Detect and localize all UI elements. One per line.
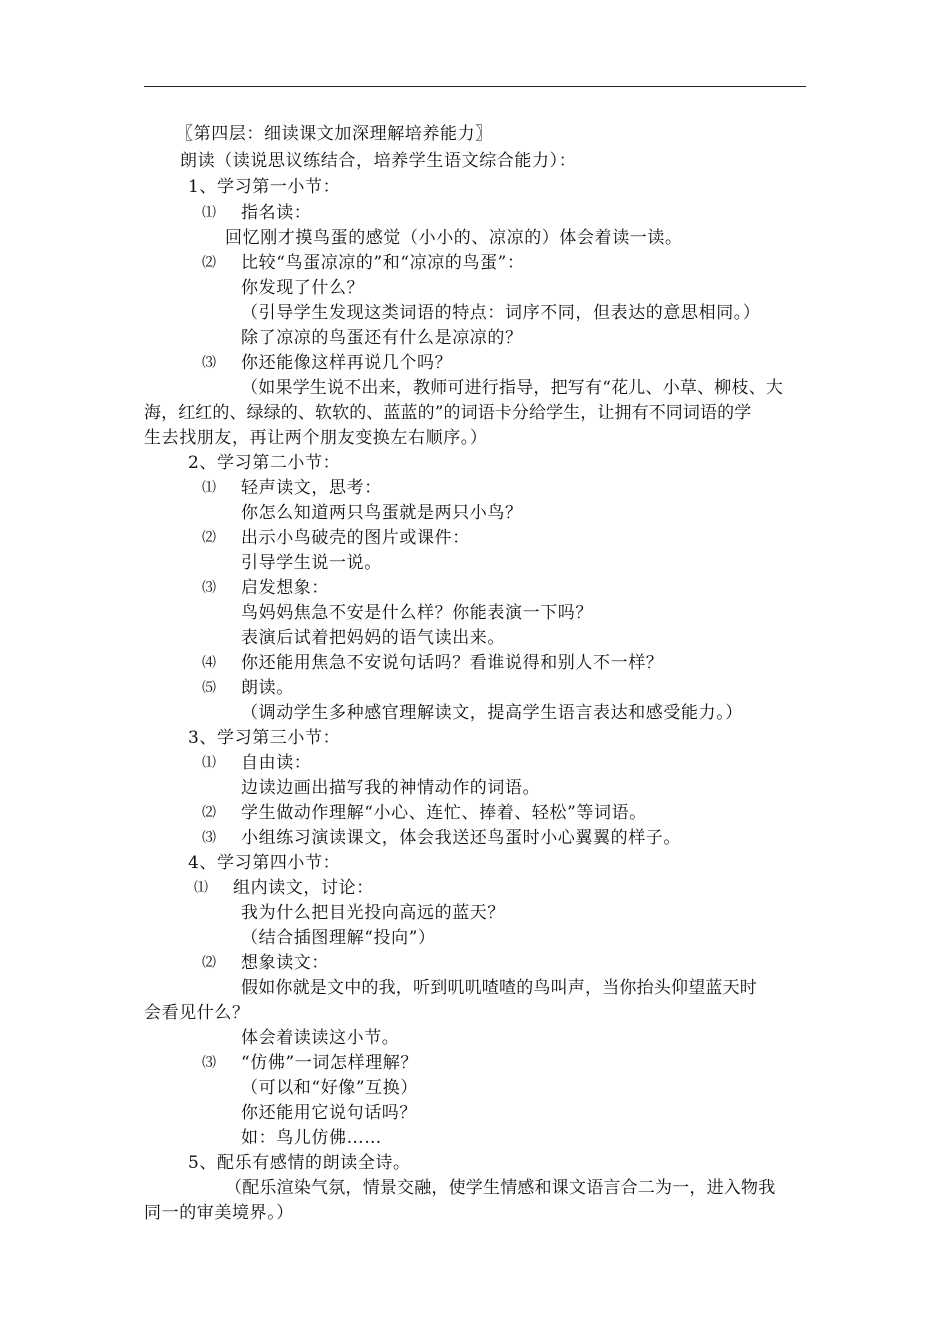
- s1-title: 1、学习第一小节：: [188, 177, 341, 197]
- s1-t2: 比较“鸟蛋凉凉的”和“凉凉的鸟蛋”：: [241, 253, 525, 273]
- s4-t3a: （可以和“好像”互换）: [241, 1078, 418, 1098]
- s4-t1: 组内读文，讨论：: [233, 878, 374, 898]
- s4-title: 4、学习第四小节：: [188, 853, 341, 873]
- s2-n5: ⑸: [202, 680, 216, 696]
- s1-t1: 指名读：: [241, 203, 312, 223]
- s1-t2a: 你发现了什么？: [241, 278, 365, 298]
- s1-t3b: 海，红红的、绿绿的、软软的、蓝蓝的”的词语卡分给学生，让拥有不同词语的学: [144, 403, 752, 423]
- s2-t4: 你还能用焦急不安说句话吗？看谁说得和别人不一样？: [241, 653, 664, 673]
- s2-n3: ⑶: [202, 580, 216, 596]
- s2-title: 2、学习第二小节：: [188, 453, 341, 473]
- section-heading: 〖第四层：细读课文加深理解培养能力〗: [176, 124, 493, 144]
- s4-t1a: 我为什么把目光投向高远的蓝天？: [241, 903, 505, 923]
- s1-t2b: （引导学生发现这类词语的特点：词序不同，但表达的意思相同。）: [241, 303, 761, 323]
- s2-t3a: 鸟妈妈焦急不安是什么样？你能表演一下吗？: [241, 603, 593, 623]
- s2-t3: 启发想象：: [241, 578, 329, 598]
- s4-t3b: 你还能用它说句话吗？: [241, 1103, 417, 1123]
- s2-n1: ⑴: [202, 480, 216, 496]
- s3-t1: 自由读：: [241, 753, 312, 773]
- s2-t2: 出示小鸟破壳的图片或课件：: [241, 528, 470, 548]
- s2-t1: 轻声读文，思考：: [241, 478, 382, 498]
- s3-t3: 小组练习演读课文，体会我送还鸟蛋时小心翼翼的样子。: [241, 828, 681, 848]
- s1-n2: ⑵: [202, 255, 216, 271]
- s3-n1: ⑴: [202, 755, 216, 771]
- s5-t1: （配乐渲染气氛，情景交融，使学生情感和课文语言合二为一，进入物我: [225, 1178, 776, 1198]
- s1-n3: ⑶: [202, 355, 216, 371]
- s4-t2c: 体会着读读这小节。: [241, 1028, 400, 1048]
- s5-title: 5、配乐有感情的朗读全诗。: [188, 1153, 411, 1173]
- s4-n2: ⑵: [202, 955, 216, 971]
- s4-t3: “仿佛”一词怎样理解？: [241, 1053, 418, 1073]
- s1-t1a: 回忆刚才摸鸟蛋的感觉（小小的、凉凉的）体会着读一读。: [225, 228, 683, 248]
- s3-t1a: 边读边画出描写我的神情动作的词语。: [241, 778, 541, 798]
- s1-t3: 你还能像这样再说几个吗？: [241, 353, 453, 373]
- s2-t5a: （调动学生多种感官理解读文，提高学生语言表达和感受能力。）: [241, 703, 743, 723]
- s4-t2: 想象读文：: [241, 953, 329, 973]
- s1-n1: ⑴: [202, 205, 216, 221]
- s2-n4: ⑷: [202, 655, 216, 671]
- s3-title: 3、学习第三小节：: [188, 728, 341, 748]
- s2-n2: ⑵: [202, 530, 216, 546]
- s4-t3c: 如：鸟儿仿佛……: [241, 1128, 382, 1148]
- s1-t2c: 除了凉凉的鸟蛋还有什么是凉凉的？: [241, 328, 523, 348]
- s5-t2: 同一的审美境界。）: [144, 1203, 294, 1223]
- s1-t3c: 生去找朋友，再让两个朋友变换左右顺序。）: [144, 428, 488, 448]
- s4-t1b: （结合插图理解“投向”）: [241, 928, 436, 948]
- s2-t3b: 表演后试着把妈妈的语气读出来。: [241, 628, 505, 648]
- s2-t5: 朗读。: [241, 678, 294, 698]
- s3-n2: ⑵: [202, 805, 216, 821]
- s2-t2a: 引导学生说一说。: [241, 553, 382, 573]
- s3-t2: 学生做动作理解“小心、连忙、捧着、轻松”等词语。: [241, 803, 647, 823]
- s4-n1: ⑴: [194, 880, 208, 896]
- s1-t3a: （如果学生说不出来，教师可进行指导，把写有“花儿、小草、柳枝、大: [241, 378, 784, 398]
- s2-t1a: 你怎么知道两只鸟蛋就是两只小鸟？: [241, 503, 523, 523]
- s4-t2b: 会看见什么？: [144, 1003, 250, 1023]
- s3-n3: ⑶: [202, 830, 216, 846]
- s4-t2a: 假如你就是文中的我，听到叽叽喳喳的鸟叫声，当你抬头仰望蓝天时: [241, 978, 757, 998]
- intro-line: 朗读（读说思议练结合，培养学生语文综合能力）：: [180, 151, 577, 171]
- s4-n3: ⑶: [202, 1055, 216, 1071]
